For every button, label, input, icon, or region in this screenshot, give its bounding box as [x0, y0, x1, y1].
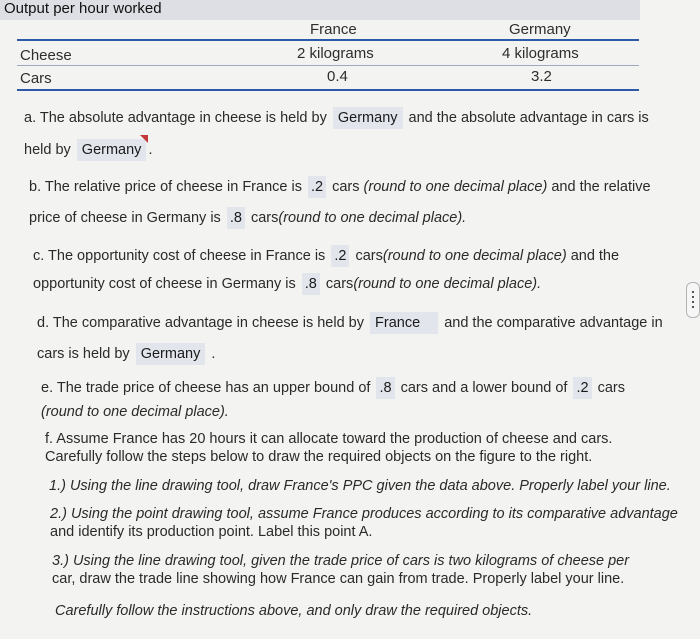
- question-c-unit: cars: [355, 248, 383, 264]
- question-c-note: (round to one decimal place): [382, 248, 567, 264]
- answer-a-cheese[interactable]: Germany: [333, 107, 403, 129]
- cell-cheese-france: 2 kilograms: [297, 45, 374, 62]
- cell-cars-germany: 3.2: [531, 68, 552, 85]
- question-b-text-3: price of cheese in Germany is: [29, 210, 221, 226]
- column-header-germany: Germany: [509, 21, 571, 38]
- step-1-text: 1.) Using the line drawing tool, draw France's PPC given the data above. Properly label your line.: [49, 478, 671, 494]
- answer-a-cars[interactable]: [77, 139, 147, 161]
- question-b-text: b. The relative price of cheese in France is: [29, 179, 302, 195]
- question-c-text-3: opportunity cost of cheese in Germany is: [33, 276, 296, 292]
- answer-c-germany[interactable]: .8: [302, 273, 320, 295]
- grip-dot-icon: [692, 291, 694, 293]
- question-b-note-2: (round to one decimal place).: [278, 210, 467, 226]
- question-a-text-3: held by: [24, 142, 71, 158]
- question-b-line-1: [29, 176, 651, 198]
- question-c-text: c. The opportunity cost of cheese in France is: [33, 248, 326, 264]
- table-title: Output per hour worked: [4, 0, 162, 17]
- answer-a-cars-value: Germany: [81, 142, 142, 158]
- step-2-text-2: and identify its production point. Label this point A.: [50, 524, 373, 540]
- question-b-note: (round to one decimal place): [363, 179, 548, 195]
- question-c-text-2: and the: [570, 248, 620, 264]
- question-b-text-2: and the relative: [551, 179, 651, 195]
- question-a-line-1: [24, 107, 649, 129]
- question-e-text: e. The trade price of cheese has an upper bound of: [41, 380, 371, 396]
- question-e-line-1: [41, 377, 625, 399]
- question-b-unit: cars: [332, 179, 360, 195]
- grip-dot-icon: [692, 296, 694, 298]
- question-e-text-2: cars and a lower bound of: [400, 380, 568, 396]
- question-c-line-1: [33, 245, 619, 267]
- flag-marker-icon: [140, 135, 148, 143]
- question-a-period: .: [148, 142, 153, 158]
- cell-cheese-germany: 4 kilograms: [502, 45, 579, 62]
- question-f-intro-2: Carefully follow the steps below to draw the required objects on the figure to the right.: [45, 449, 593, 465]
- question-e-note: (round to one decimal place).: [41, 404, 229, 420]
- row-label-cheese: Cheese: [20, 47, 72, 64]
- table-rule-top: [17, 39, 639, 41]
- answer-c-france[interactable]: .2: [331, 245, 349, 267]
- answer-d-cars[interactable]: Germany: [136, 343, 206, 365]
- question-d-text-3: cars is held by: [37, 346, 130, 362]
- question-c-line-2: [33, 273, 541, 295]
- row-label-cars: Cars: [20, 70, 52, 87]
- scroll-handle[interactable]: [686, 282, 700, 318]
- grip-dot-icon: [692, 306, 694, 308]
- step-3-text-2: car, draw the trade line showing how France can gain from trade. Properly label your line.: [52, 571, 625, 587]
- question-d-text: d. The comparative advantage in cheese is held by: [37, 315, 364, 331]
- question-a-line-2: [24, 139, 152, 161]
- question-d-line-1: [37, 312, 663, 334]
- column-header-france: France: [310, 21, 357, 38]
- answer-e-upper[interactable]: .8: [376, 377, 394, 399]
- answer-b-germany[interactable]: .8: [227, 207, 245, 229]
- question-d-period: .: [211, 346, 216, 362]
- answer-e-lower[interactable]: .2: [573, 377, 591, 399]
- answer-d-cheese[interactable]: France: [370, 312, 438, 334]
- question-c-unit-2: cars: [325, 276, 354, 292]
- answer-b-france[interactable]: .2: [308, 176, 326, 198]
- question-b-line-2: [29, 207, 466, 229]
- table-rule-bottom: [17, 89, 639, 91]
- grip-dot-icon: [692, 301, 694, 303]
- final-instruction: Carefully follow the instructions above, and only draw the required objects.: [55, 603, 533, 619]
- table-rule-middle: [17, 65, 639, 66]
- question-b-unit-2: cars: [250, 210, 279, 226]
- question-f-intro-1: f. Assume France has 20 hours it can allocate toward the production of cheese and cars.: [45, 431, 613, 447]
- step-2-text-1: 2.) Using the point drawing tool, assume France produces according to its comparative advantage: [50, 506, 678, 522]
- step-3-text-1: 3.) Using the line drawing tool, given the trade price of cars is two kilograms of cheese per: [52, 553, 630, 569]
- question-e-unit: cars: [597, 380, 626, 396]
- question-a-text-2: and the absolute advantage in cars is: [408, 110, 649, 126]
- question-c-note-2: (round to one decimal place).: [353, 276, 542, 292]
- cell-cars-france: 0.4: [327, 68, 348, 85]
- question-d-text-2: and the comparative advantage in: [444, 315, 663, 331]
- question-d-line-2: [37, 343, 215, 365]
- question-a-text: a. The absolute advantage in cheese is held by: [24, 110, 327, 126]
